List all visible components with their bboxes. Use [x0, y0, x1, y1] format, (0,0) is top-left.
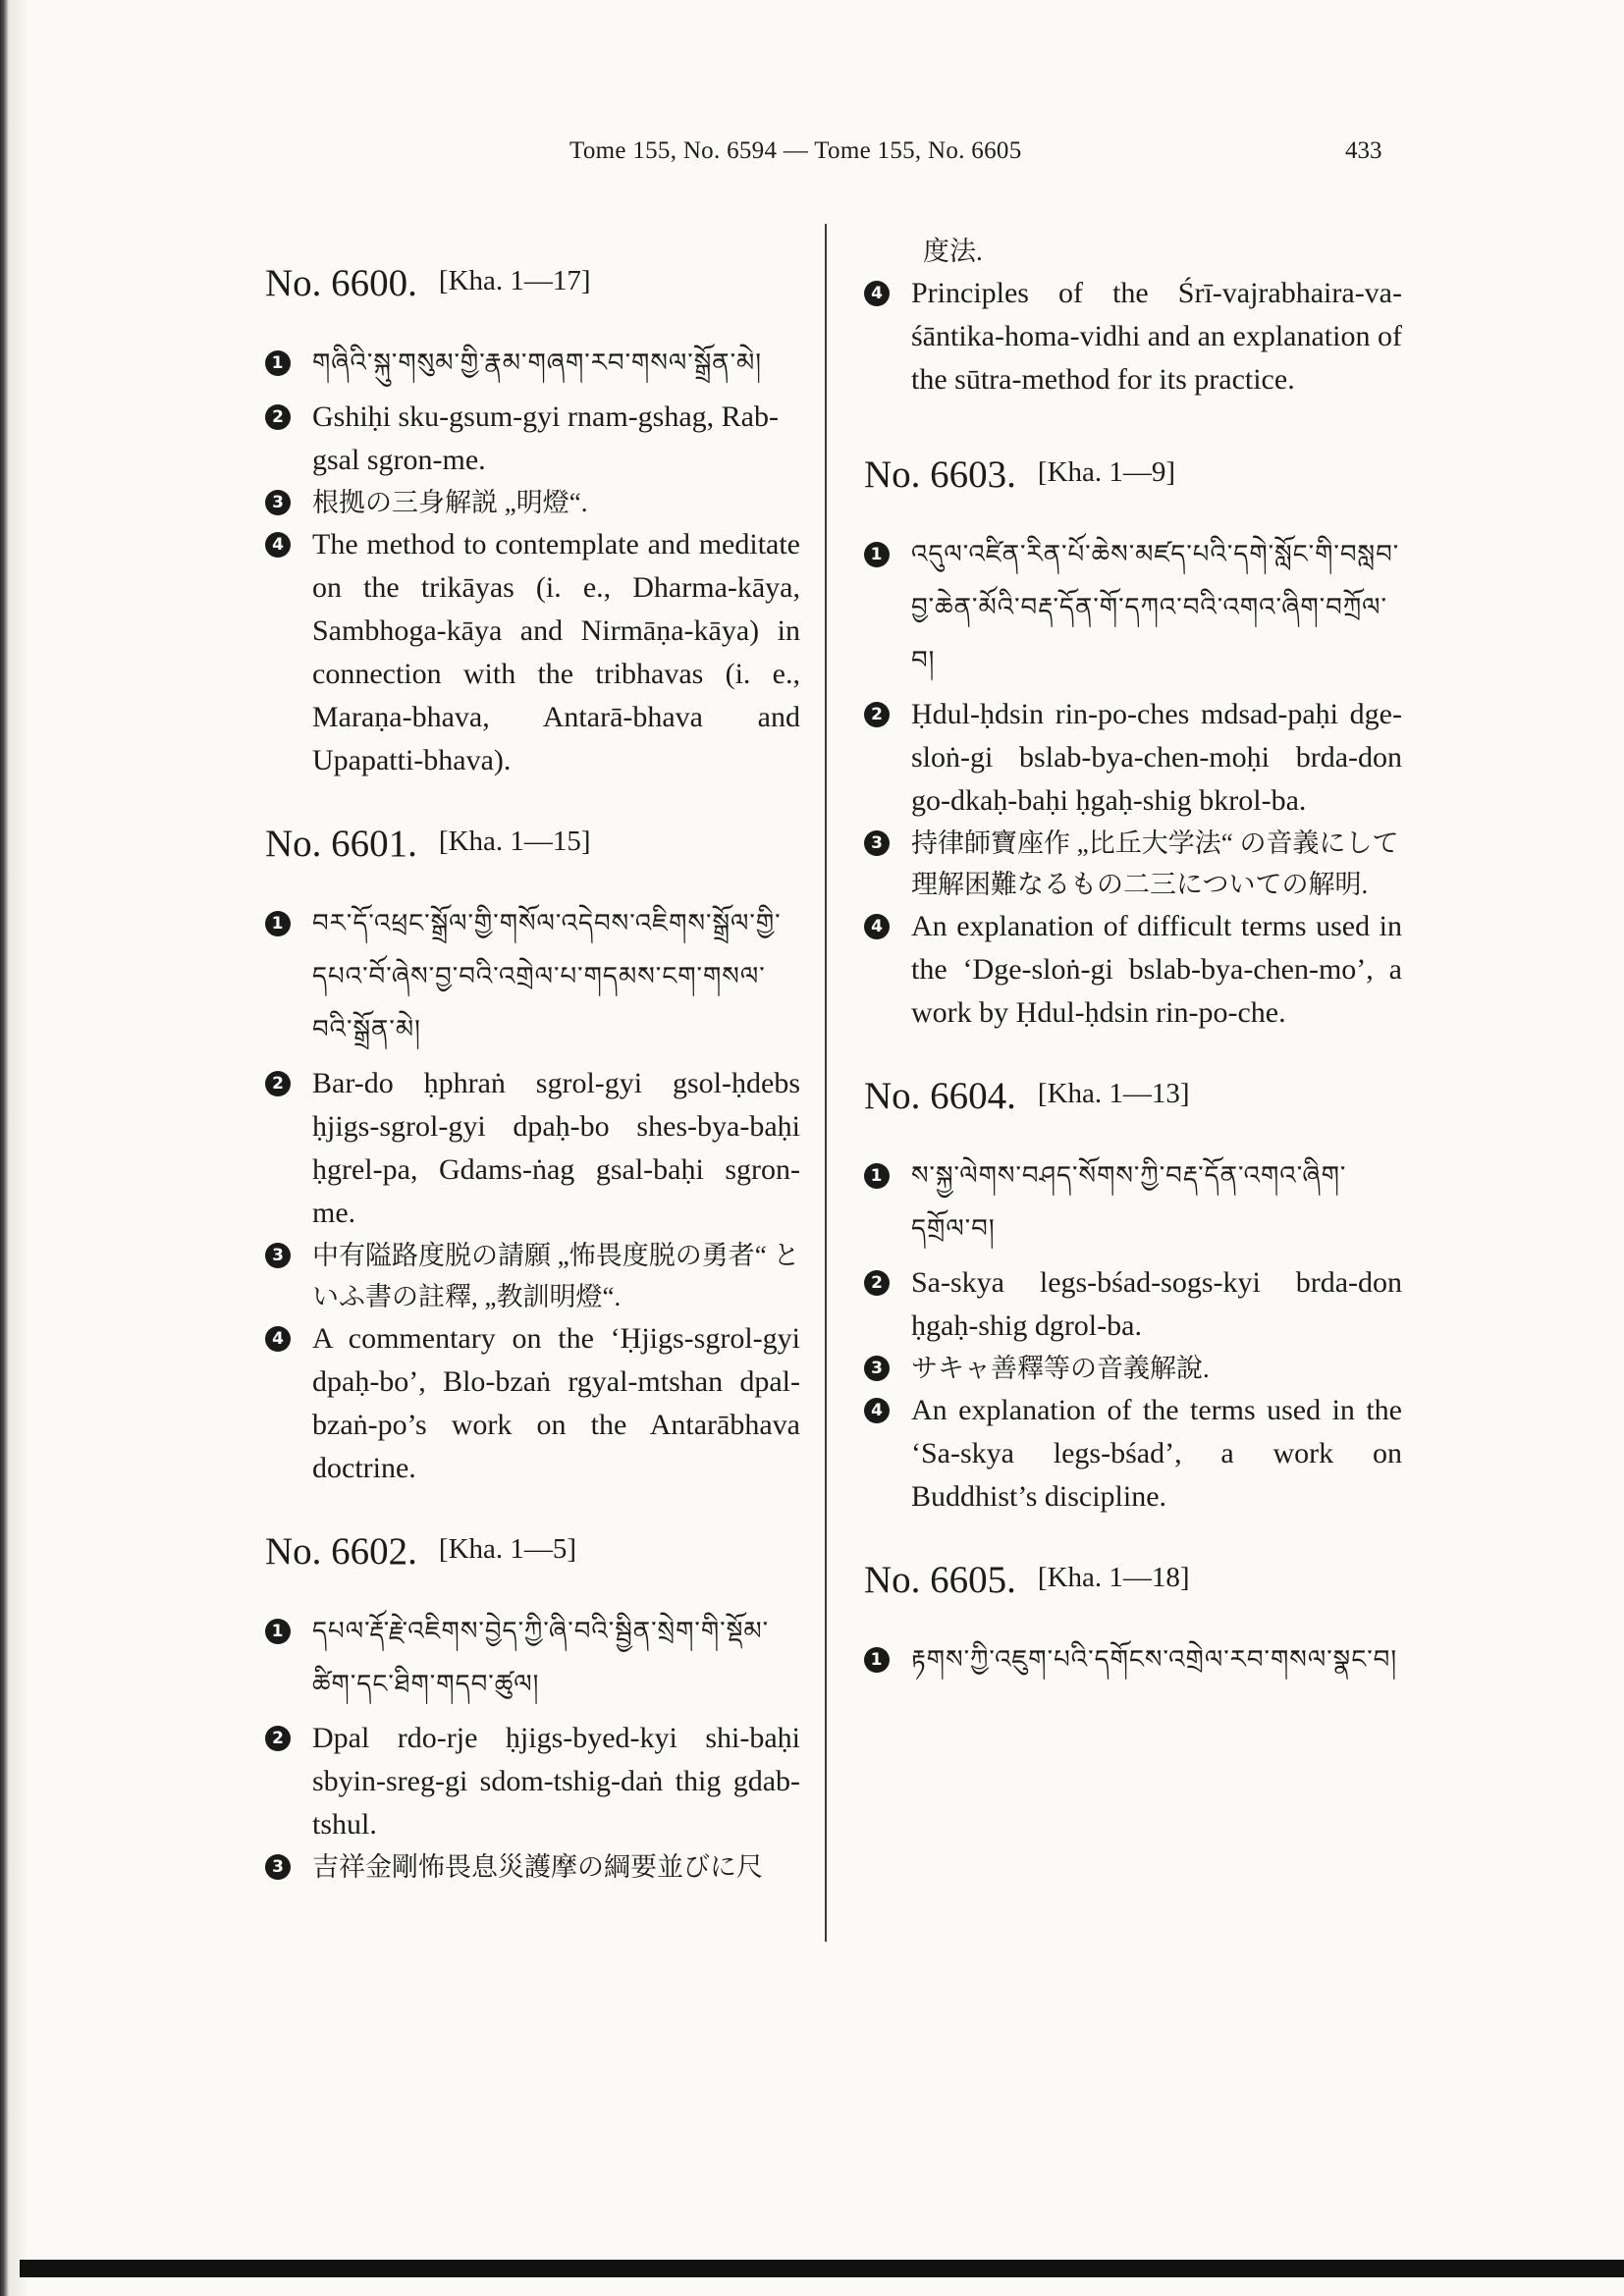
tibetan-title: 1 ས་སྐྱ་ལེགས་བཤད་སོགས་ཀྱི་བརྡ་དོན་འགའ་ཞིག་དགྲོལ་བ། [864, 1149, 1402, 1255]
entry-6603 [864, 449, 1402, 1035]
marker-2-icon: 2 [265, 404, 291, 430]
english-description: 4 The method to contemplate and meditate on the trikāyas (i. e., Dharma-kāya, Sambhoga-kāya and Nirmāṇa-kāya) in connection with the tribhavas (i. e., Maraṇa-bhava, Antarā-bhava and Upapatti-bhava). [265, 523, 800, 782]
marker-4-icon: 4 [265, 532, 291, 558]
entry-6604 [864, 1070, 1402, 1519]
entry-6600 [265, 257, 800, 782]
marker-2-icon: 2 [265, 1071, 291, 1096]
transliteration: 2 Gshiḥi sku-gsum-gyi rnam-gshag, Rab-gsal sgron-me. [265, 396, 800, 482]
marker-1-icon: 1 [864, 1647, 890, 1673]
entry-number: No. 6602. [Kha. 1—5] [265, 1530, 577, 1573]
tibetan-title: 1 གཞིའི་སྐུ་གསུམ་གྱི་རྣམ་གཞག་རབ་གསལ་སྒྲོན་མེ། [265, 337, 800, 390]
entry-number: No. 6600. [Kha. 1—17] [265, 262, 591, 304]
marker-1-icon: 1 [864, 1163, 890, 1189]
continued-japanese-text: 度法. [923, 237, 983, 266]
entry-6602 [265, 1525, 800, 1888]
left-column [265, 257, 800, 1923]
running-title: Tome 155, No. 6594 — Tome 155, No. 6605 [569, 137, 1022, 164]
entry-number: No. 6603. [Kha. 1—9] [864, 454, 1176, 496]
english-description: 4 An explanation of difficult terms used in the ‘Dge-sloṅ-gi bslab-bya-chen-mo’, a work by Ḥdul-ḥdsin rin-po-che. [864, 905, 1402, 1035]
marker-2-icon: 2 [864, 702, 890, 727]
kha-reference: [Kha. 1—18] [1037, 1562, 1190, 1593]
marker-2-icon: 2 [265, 1726, 291, 1751]
tibetan-title: 1 དཔལ་རྡོ་རྗེ་འཇིགས་བྱེད་ཀྱི་ཞི་བའི་སྦྱིན་སྲེག་གི་སྡོམ་ཚིག་དང་ཐིག་གདབ་ཚུལ། [265, 1605, 800, 1711]
kha-reference: [Kha. 1—13] [1037, 1078, 1190, 1109]
tibetan-title: 1 བར་དོ་འཕྲང་སྒྲོལ་གྱི་གསོལ་འདེབས་འཇིགས་སྒྲོལ་གྱི་དཔའ་བོ་ཞེས་བྱ་བའི་འགྲེལ་པ་གདམས་ངག་གསལ་བའི་སྒྲོན་མེ། [265, 897, 800, 1056]
transliteration: 2 Sa-skya legs-bśad-sogs-kyi brda-don ḥgaḥ-shig dgrol-ba. [864, 1261, 1402, 1348]
japanese-title: 3 サキャ善釋等の音義解說. [864, 1348, 1402, 1389]
marker-3-icon: 3 [265, 1243, 291, 1268]
kha-reference: [Kha. 1—5] [438, 1533, 577, 1565]
marker-3-icon: 3 [265, 490, 291, 515]
japanese-title: 3 持律師寶座作 „比丘大学法“ の音義にして理解困難なるもの二三についての解明. [864, 823, 1402, 905]
kha-reference: [Kha. 1—15] [438, 826, 591, 857]
transliteration: 2 Ḥdul-ḥdsin rin-po-ches mdsad-paḥi dge-sloṅ-gi bslab-bya-chen-moḥi brda-don go-dkaḥ-baḥi ḥgaḥ-shig bkrol-ba. [864, 693, 1402, 823]
english-description: 4 Principles of the Śrī-vajrabhaira-va-śāntika-homa-vidhi and an explanation of the sūtra-method for its practice. [864, 272, 1402, 401]
marker-1-icon: 1 [864, 542, 890, 567]
entry-number: No. 6604. [Kha. 1—13] [864, 1075, 1190, 1117]
english-description: 4 An explanation of the terms used in the ‘Sa-skya legs-bśad’, a work on Buddhist’s discipline. [864, 1389, 1402, 1519]
marker-4-icon: 4 [864, 1398, 890, 1423]
kha-reference: [Kha. 1—9] [1037, 456, 1176, 488]
japanese-title: 3 吉祥金剛怖畏息災護摩の綱要並びに尺 [265, 1846, 800, 1888]
right-column [864, 231, 1402, 1722]
tibetan-title: 1 རྟགས་ཀྱི་འཇུག་པའི་དགོངས་འགྲེལ་རབ་གསལ་སྣང་བ། [864, 1633, 1402, 1686]
page-number: 433 [1345, 137, 1382, 164]
japanese-title: 3 中有隘路度脱の請願 „怖畏度脱の勇者“ といふ書の註釋, „教訓明燈“. [265, 1235, 800, 1317]
marker-1-icon: 1 [265, 1619, 291, 1644]
column-divider [825, 224, 827, 1942]
entry-6605 [864, 1554, 1402, 1686]
tibetan-title: 1 འདུལ་འཛིན་རིན་པོ་ཆེས་མཛད་པའི་དགེ་སློང་གི་བསླབ་བྱ་ཆེན་མོའི་བརྡ་དོན་གོ་དཀའ་བའི་འགའ་ཞིག་བཀྲོལ་བ། [864, 528, 1402, 687]
english-description: 4 A commentary on the ‘Ḥjigs-sgrol-gyi dpaḥ-bo’, Blo-bzaṅ rgyal-mtshan dpal-bzaṅ-po’s work on the Antarābhava doctrine. [265, 1317, 800, 1490]
marker-3-icon: 3 [265, 1854, 291, 1880]
transliteration: 2 Bar-do ḥphraṅ sgrol-gyi gsol-ḥdebs ḥjigs-sgrol-gyi dpaḥ-bo shes-bya-baḥi ḥgrel-pa, Gdams-ṅag gsal-baḥi sgron-me. [265, 1062, 800, 1235]
marker-1-icon: 1 [265, 350, 291, 376]
marker-1-icon: 1 [265, 911, 291, 936]
entry-6601 [265, 818, 800, 1490]
marker-2-icon: 2 [864, 1270, 890, 1296]
marker-4-icon: 4 [265, 1326, 291, 1352]
transliteration: 2 Dpal rdo-rje ḥjigs-byed-kyi shi-baḥi sbyin-sreg-gi sdom-tshig-daṅ thig gdab-tshul. [265, 1717, 800, 1846]
book-binding-edge [0, 0, 29, 2296]
marker-4-icon: 4 [864, 281, 890, 306]
marker-3-icon: 3 [864, 830, 890, 856]
page-bottom-edge [20, 2260, 1624, 2277]
japanese-title: 3 根拠の三身解説 „明燈“. [265, 482, 800, 523]
marker-3-icon: 3 [864, 1356, 890, 1381]
entry-number: No. 6605. [Kha. 1—18] [864, 1559, 1190, 1601]
kha-reference: [Kha. 1—17] [438, 265, 591, 296]
marker-4-icon: 4 [864, 914, 890, 939]
entry-number: No. 6601. [Kha. 1—15] [265, 823, 591, 865]
